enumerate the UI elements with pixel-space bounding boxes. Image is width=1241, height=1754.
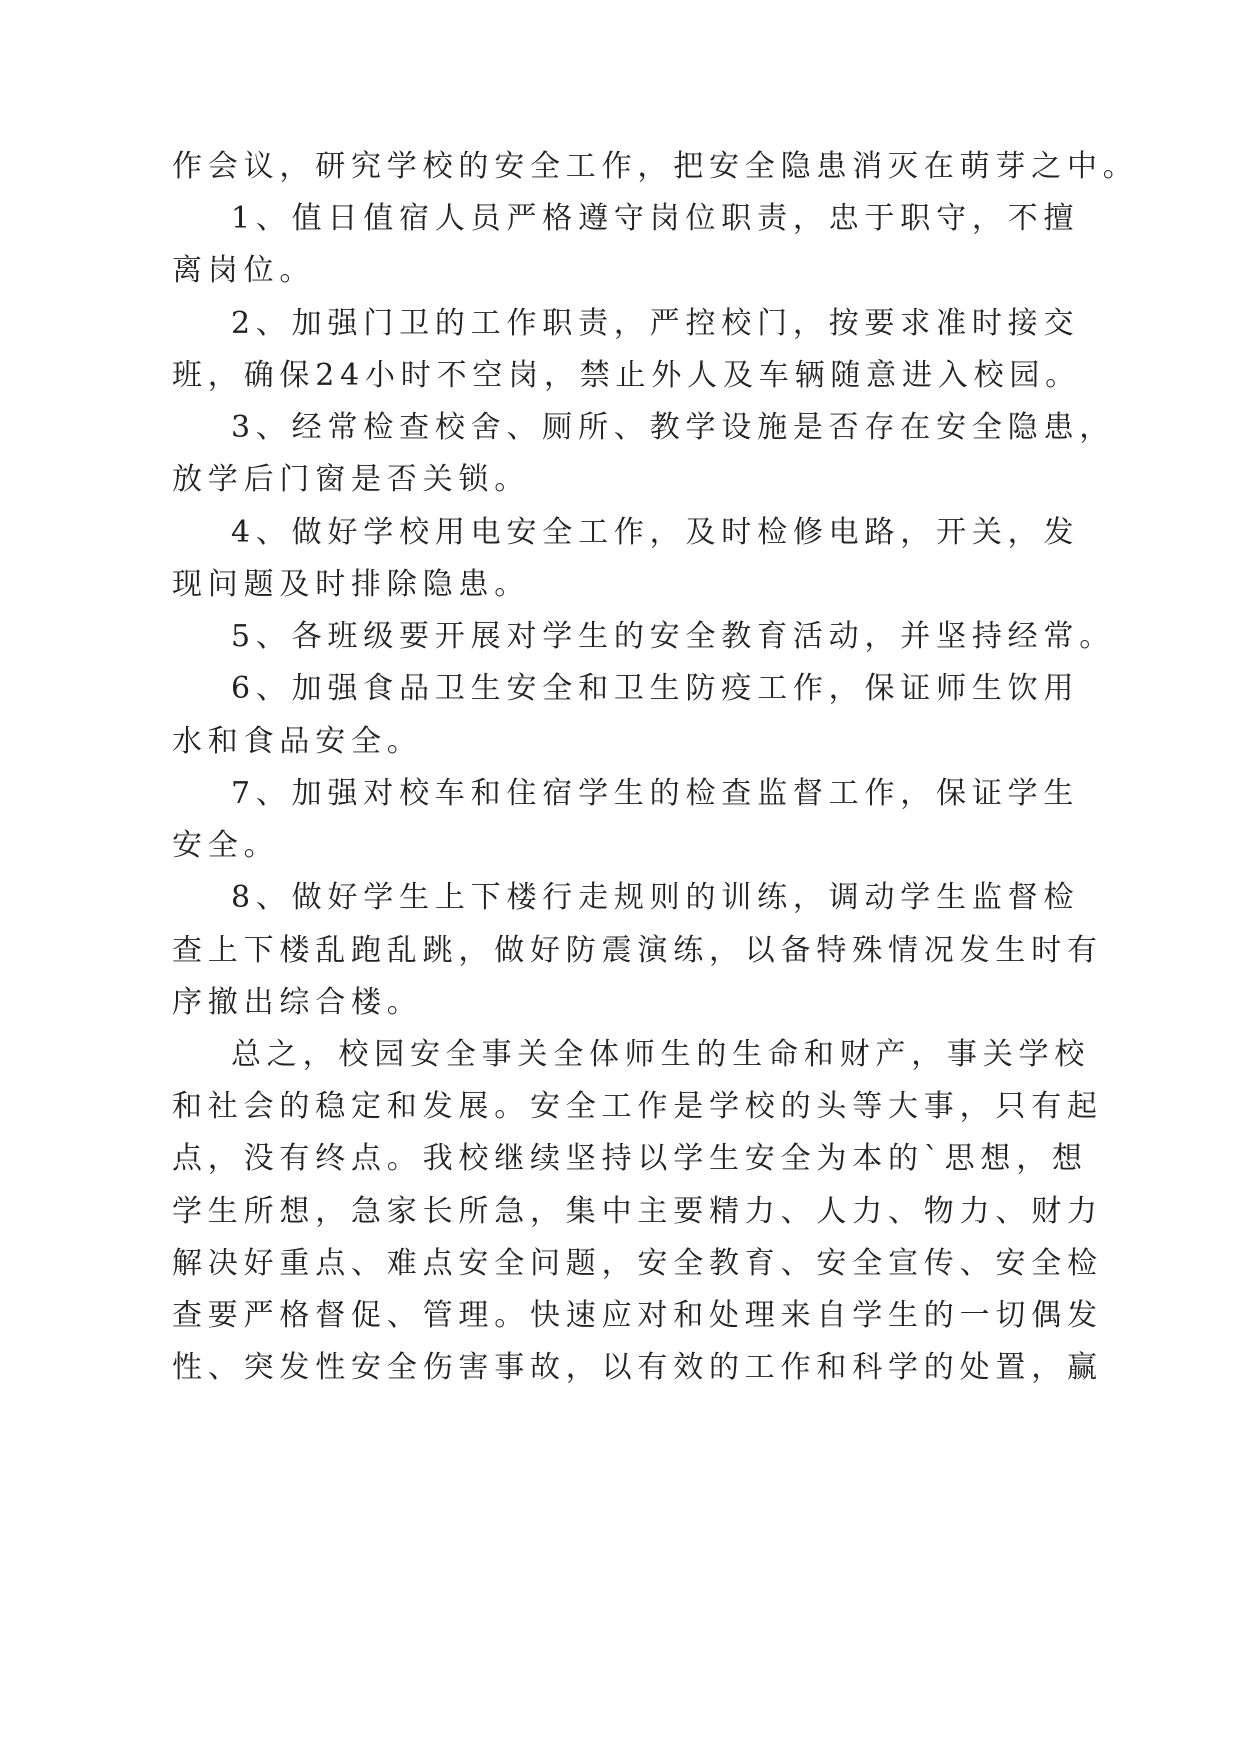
text-line — [0, 1026, 1241, 1084]
line-text: 序撤出综合楼。 — [172, 985, 423, 1020]
text-line — [0, 765, 1241, 823]
text-line — [0, 1287, 1241, 1345]
text-line — [0, 817, 1241, 875]
text-line — [0, 1235, 1241, 1293]
text-line — [0, 295, 1241, 353]
text-line — [0, 1339, 1241, 1397]
line-text: 放学后门窗是否关锁。 — [172, 462, 530, 497]
line-text: 1、值日值宿人员严格遵守岗位职责，忠于职守，不擅 — [231, 201, 1080, 236]
line-text: 查要严格督促、管理。快速应对和处理来自学生的一切偶发 — [172, 1298, 1103, 1333]
line-text: 8、做好学生上下楼行走规则的训练，调动学生监督检 — [231, 880, 1080, 915]
text-line — [0, 974, 1241, 1032]
line-text: 5、各班级要开展对学生的安全教育活动，并坚持经常。 — [231, 619, 1116, 654]
text-line — [0, 556, 1241, 614]
text-line — [0, 1130, 1241, 1188]
text-line — [0, 242, 1241, 300]
text-line — [0, 1078, 1241, 1136]
line-text: 和社会的稳定和发展。安全工作是学校的头等大事，只有起 — [172, 1089, 1103, 1124]
text-line — [0, 138, 1241, 196]
text-line — [0, 504, 1241, 562]
text-line — [0, 190, 1241, 248]
text-line — [0, 347, 1241, 405]
line-text: 2、加强门卫的工作职责，严控校门，按要求准时接交 — [231, 306, 1080, 341]
text-line — [0, 713, 1241, 771]
line-text: 现问题及时排除隐患。 — [172, 567, 530, 602]
line-text: 3、经常检查校舍、厕所、教学设施是否存在安全隐患， — [231, 410, 1116, 445]
line-text: 性、突发性安全伤害事故，以有效的工作和科学的处置，赢 — [172, 1350, 1103, 1385]
text-line — [0, 608, 1241, 666]
line-text: 离岗位。 — [172, 253, 316, 288]
line-text: 安全。 — [172, 828, 280, 863]
text-line — [0, 869, 1241, 927]
text-line — [0, 399, 1241, 457]
text-line — [0, 1183, 1241, 1241]
line-text: 查上下楼乱跑乱跳，做好防震演练，以备特殊情况发生时有 — [172, 933, 1103, 968]
line-text: 点，没有终点。我校继续坚持以学生安全为本的`思想，想 — [172, 1141, 1088, 1176]
line-text: 班，确保24小时不空岗，禁止外人及车辆随意进入校园。 — [172, 358, 1081, 393]
line-text: 总之，校园安全事关全体师生的生命和财产，事关学校 — [231, 1037, 1091, 1072]
line-text: 作会议，研究学校的安全工作，把安全隐患消灭在萌芽之中。 — [172, 149, 1139, 184]
text-line — [0, 922, 1241, 980]
line-text: 4、做好学校用电安全工作，及时检修电路，开关，发 — [231, 515, 1080, 550]
line-text: 水和食品安全。 — [172, 724, 423, 759]
line-text: 解决好重点、难点安全问题，安全教育、安全宣传、安全检 — [172, 1246, 1103, 1281]
line-text: 7、加强对校车和住宿学生的检查监督工作，保证学生 — [231, 776, 1080, 811]
line-text: 学生所想，急家长所急，集中主要精力、人力、物力、财力 — [172, 1194, 1103, 1229]
text-line — [0, 660, 1241, 718]
line-text: 6、加强食品卫生安全和卫生防疫工作，保证师生饮用 — [231, 671, 1080, 706]
text-line — [0, 451, 1241, 509]
